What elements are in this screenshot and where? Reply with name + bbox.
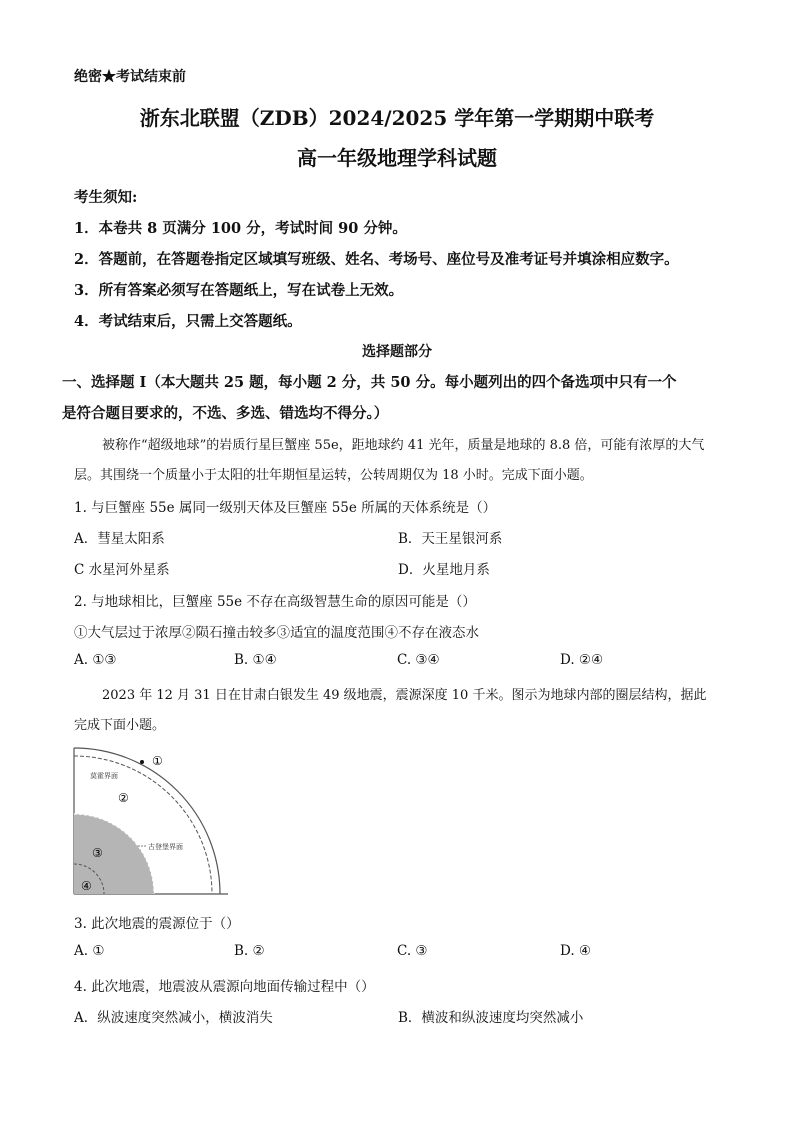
question-3-option-b: B. ② <box>234 943 265 959</box>
layer-label-4: ④ <box>81 879 92 893</box>
question-3-option-c: C. ③ <box>397 943 428 959</box>
layer-label-1: ① <box>152 754 163 768</box>
question-2-option-b: B. ①④ <box>234 652 277 668</box>
passage1-line1: 被称作“超级地球”的岩质行星巨蟹座 55e，距地球约 41 光年，质量是地球的 8.8 倍，可能有浓厚的大气 <box>102 438 705 453</box>
confidential-label: 绝密★考试结束前 <box>74 69 186 85</box>
question-1-option-b: B．天王星银河系 <box>398 531 503 547</box>
question-1-stem: 1. 与巨蟹座 55e 属同一级别天体及巨蟹座 55e 所属的天体系统是（） <box>74 500 497 516</box>
passage1-line2: 层。其围绕一个质量小于太阳的壮年期恒星运转，公转周期仅为 18 小时。完成下面小题。 <box>74 468 593 483</box>
notice-item-4: 4．考试结束后，只需上交答题纸。 <box>74 313 302 330</box>
question-2-option-d: D. ②④ <box>560 652 604 668</box>
question-3-option-d: D. ④ <box>560 943 592 959</box>
moho-label: 莫霍界面 <box>90 772 118 780</box>
question-4-option-a: A．纵波速度突然减小，横波消失 <box>74 1010 273 1026</box>
focus-point <box>140 760 144 764</box>
question-2-option-c: C. ③④ <box>397 652 440 668</box>
gutenberg-label: 古登堡界面 <box>148 843 183 851</box>
part-instruction-line1: 一、选择题 I（本大题共 25 题，每小题 2 分，共 50 分。每小题列出的四个备选项中只有一个 <box>62 374 677 391</box>
notice-item-1: 1．本卷共 8 页满分 100 分，考试时间 90 分钟。 <box>74 220 407 237</box>
question-2-info: ①大气层过于浓厚②陨石撞击较多③适宜的温度范围④不存在液态水 <box>74 625 479 641</box>
section-title: 选择题部分 <box>362 344 432 360</box>
question-3-stem: 3. 此次地震的震源位于（） <box>74 916 240 932</box>
earth-interior-diagram <box>72 742 232 898</box>
exam-subtitle: 高一年级地理学科试题 <box>297 146 497 170</box>
notice-item-3: 3．所有答案必须写在答题纸上，写在试卷上无效。 <box>74 282 404 299</box>
question-1-option-c: C 水星河外星系 <box>74 562 170 578</box>
part-instruction-line2: 是符合题目要求的，不选、多选、错选均不得分。） <box>62 405 389 422</box>
passage2-line2: 完成下面小题。 <box>74 718 166 733</box>
question-4-stem: 4. 此次地震，地震波从震源向地面传输过程中（） <box>74 979 375 995</box>
question-1-option-d: D．火星地月系 <box>398 562 490 578</box>
notice-item-2: 2．答题前，在答题卷指定区域填写班级、姓名、考场号、座位号及准考证号并填涂相应数字。 <box>74 251 679 268</box>
question-2-stem: 2. 与地球相比，巨蟹座 55e 不存在高级智慧生命的原因可能是（） <box>74 594 476 610</box>
layer-label-2: ② <box>118 791 129 805</box>
passage2-line1: 2023 年 12 月 31 日在甘肃白银发生 49 级地震，震源深度 10 千米。图示为地球内部的圈层结构，据此 <box>102 688 707 703</box>
exam-title: 浙东北联盟（ZDB）2024/2025 学年第一学期期中联考 <box>139 106 655 130</box>
question-2-option-a: A. ①③ <box>74 652 117 668</box>
question-1-option-a: A．彗星太阳系 <box>74 531 165 547</box>
layer-label-3: ③ <box>92 846 103 860</box>
question-4-option-b: B．横波和纵波速度均突然减小 <box>398 1010 584 1026</box>
question-3-option-a: A. ① <box>74 943 105 959</box>
notice-heading: 考生须知: <box>74 189 138 206</box>
